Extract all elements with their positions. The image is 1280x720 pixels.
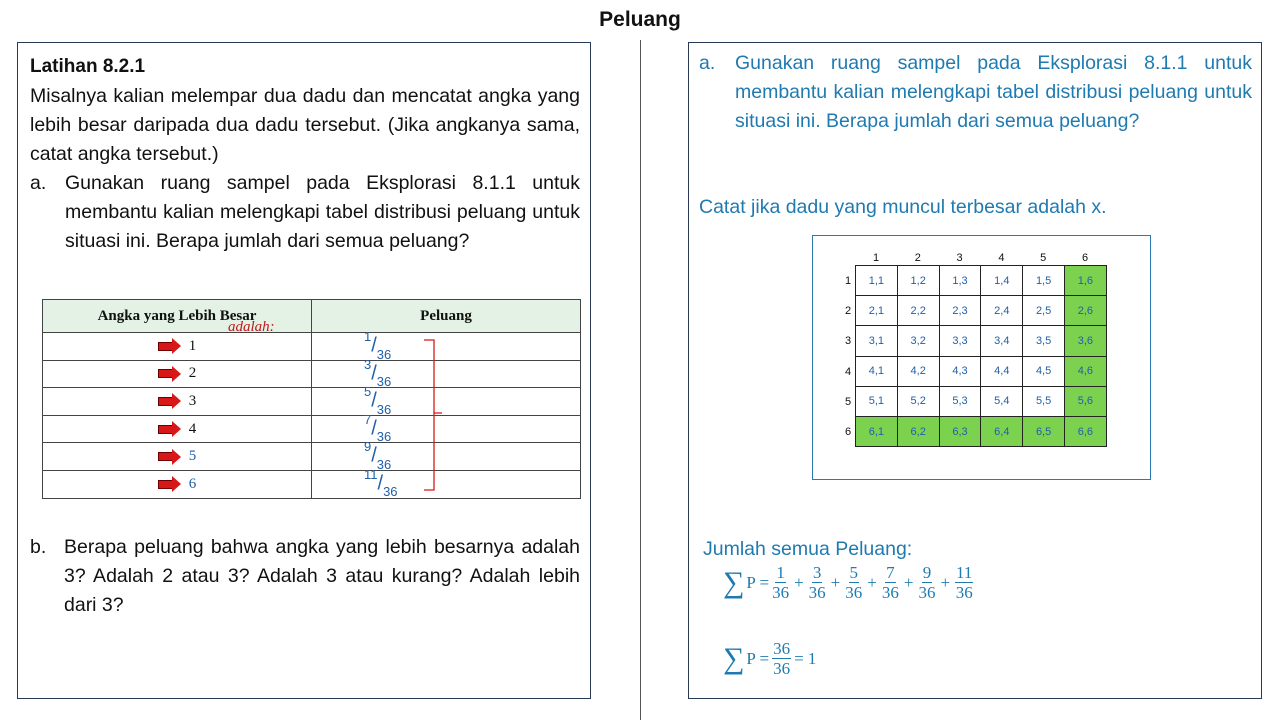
sum-equation-1: [723, 563, 976, 602]
grid-cell: 1,5: [1023, 266, 1065, 296]
grid-cell: 2,2: [897, 296, 939, 326]
larger-number-cell: [43, 333, 312, 361]
fraction-denominator: 36: [383, 484, 398, 500]
table-row: [43, 333, 581, 361]
fraction-denominator: 36: [376, 429, 392, 445]
grid-row-header: 3: [845, 335, 852, 348]
distribution-table: [42, 299, 581, 499]
plus-sign: +: [867, 572, 877, 592]
grid-cell: 5,5: [1023, 386, 1065, 416]
red-arrow-icon: [158, 449, 181, 465]
grid-cell: 1,2: [897, 266, 939, 296]
plus-sign: +: [903, 572, 914, 592]
grid-cell: 2,3: [939, 296, 981, 326]
grid-column-header: 3: [956, 252, 963, 264]
grid-cell: 4,1: [856, 356, 898, 386]
grid-cell: 3,3: [939, 326, 981, 356]
eq1-denominator: 36: [955, 583, 973, 602]
question-b-marker: b.: [30, 536, 47, 558]
fraction-numerator: 5: [364, 384, 372, 400]
question-a-marker: a.: [30, 172, 47, 194]
fraction-numerator: 9: [364, 439, 372, 455]
probability-fraction: $^9/_{36}$: [364, 439, 392, 472]
grid-cell: 4,6: [1064, 356, 1106, 386]
plus-sign: +: [830, 572, 841, 592]
probability-fraction: $^{11}/_{36}$: [364, 466, 398, 500]
grid-cell: 5,2: [897, 386, 939, 416]
eq1-fraction: [845, 563, 862, 602]
eq1-denominator: 36: [918, 583, 936, 602]
eq1-numerator: 5: [849, 563, 858, 582]
eq1-denominator: 36: [808, 583, 826, 602]
fraction-denominator: 36: [376, 456, 392, 472]
grid-cell: 5,6: [1064, 386, 1106, 416]
grid-cell: 3,4: [981, 326, 1023, 356]
eq1-denominator: 36: [881, 583, 899, 602]
grid-cell: 1,3: [939, 266, 981, 296]
larger-number-value: 5: [188, 448, 197, 465]
grid-cell: 3,2: [897, 326, 939, 356]
eq1-fraction: [772, 563, 789, 602]
grid-column-header: 1: [872, 252, 880, 264]
header-probability: Peluang: [312, 300, 581, 333]
grid-cell: 5,1: [856, 386, 898, 416]
grid-cell: 1,1: [856, 266, 898, 296]
table-row: [43, 360, 581, 388]
grid-cell: 2,1: [856, 296, 898, 326]
plus-sign: +: [940, 572, 951, 592]
grid-column-header: 4: [998, 252, 1005, 264]
eq1-fraction: [955, 563, 973, 602]
larger-number-cell: [43, 388, 312, 416]
eq2-denominator: 36: [773, 659, 791, 678]
eq1-numerator: 1: [776, 563, 785, 582]
larger-number-value: 2: [188, 365, 197, 382]
grid-cell: 3,6: [1064, 326, 1106, 356]
question-a-text: Gunakan ruang sampel pada Eksplorasi 8.1.1 untuk membantu kalian melengkapi tabel distribusi peluang untuk situasi ini. Berapa jumlah dari semua peluang?: [65, 172, 580, 252]
larger-number-cell: [43, 470, 312, 498]
red-arrow-icon: [158, 421, 181, 437]
grid-cell: 4,2: [897, 356, 939, 386]
grid-cell: 6,2: [897, 416, 939, 446]
table-row: [43, 388, 581, 416]
eq2-rhs: = 1: [794, 648, 817, 668]
grid-cell: 4,4: [981, 356, 1023, 386]
eq1-numerator: 11: [956, 563, 973, 582]
eq1-numerator: 9: [922, 563, 932, 582]
grid-row-header: 6: [845, 426, 852, 438]
red-arrow-icon: [158, 476, 181, 492]
eq2-numerator: 36: [773, 639, 791, 658]
handwritten-annotation: adalah:: [228, 319, 275, 335]
plus-sign: +: [794, 572, 804, 592]
grid-cell: 1,4: [981, 266, 1023, 296]
table-row: [43, 415, 581, 443]
grid-cell: 6,1: [856, 416, 898, 446]
grid-cell: 5,4: [981, 386, 1023, 416]
eq2-lhs: P =: [746, 648, 770, 668]
grid-cell: 1,6: [1064, 266, 1106, 296]
eq1-numerator: 3: [812, 563, 822, 582]
larger-number-cell: [43, 360, 312, 388]
grid-cell: 6,6: [1064, 416, 1106, 446]
probability-fraction: $^1/_{36}$: [364, 329, 392, 362]
fraction-denominator: 36: [376, 346, 392, 362]
eq1-numerator: 7: [886, 563, 895, 582]
fraction-denominator: 36: [376, 401, 392, 417]
question-b-text: Berapa peluang bahwa angka yang lebih besarnya adalah 3? Adalah 2 atau 3? Adalah 3 atau kurang? Adalah lebih dari 3?: [64, 536, 580, 616]
larger-number-value: 1: [188, 337, 197, 354]
question-a: [30, 169, 580, 256]
table-row: [43, 470, 581, 498]
header-larger-number: Angka yang Lebih Besar: [43, 300, 312, 333]
probability-fraction: $^3/_{36}$: [364, 356, 392, 390]
intro-text: Misalnya kalian melempar dua dadu dan mencatat angka yang lebih besar daripada dua dadu tersebut. (Jika angkanya sama, catat angka tersebut.): [30, 85, 580, 165]
grid-cell: 6,4: [981, 416, 1023, 446]
grid-cell: 4,5: [1023, 356, 1065, 386]
larger-number-cell: [43, 443, 312, 471]
bracket-annotation: [418, 338, 448, 498]
sum-equation-2: [723, 639, 816, 678]
question-b: [30, 533, 580, 620]
grid-cell: 3,5: [1023, 326, 1065, 356]
probability-fraction: $^7/_{36}$: [364, 411, 392, 445]
grid-cell: 5,3: [939, 386, 981, 416]
page-title: Peluang: [599, 8, 681, 31]
grid-cell: 4,3: [939, 356, 981, 386]
eq2-fraction: [772, 639, 791, 678]
sample-space-grid: [855, 265, 1107, 447]
grid-cell: 6,3: [939, 416, 981, 446]
red-arrow-icon: [158, 366, 181, 382]
sample-space-box: [812, 235, 1151, 480]
fraction-numerator: 7: [364, 411, 372, 427]
grid-cell: 6,5: [1023, 416, 1065, 446]
grid-row-header: 1: [845, 275, 852, 287]
larger-number-value: 4: [188, 420, 197, 437]
larger-number-cell: [43, 415, 312, 443]
larger-number-value: 6: [188, 475, 197, 492]
fraction-denominator: 36: [376, 374, 392, 390]
red-arrow-icon: [158, 338, 181, 354]
grid-row-header: 5: [845, 395, 852, 408]
grid-column-header: 2: [914, 252, 921, 264]
right-question-a-text: Gunakan ruang sampel pada Eksplorasi 8.1.1 untuk membantu kalian melengkapi tabel distribusi peluang untuk situasi ini. Berapa jumlah dari semua peluang?: [735, 52, 1252, 132]
eq1-lhs: P =: [746, 572, 770, 592]
grid-cell: 3,1: [856, 326, 898, 356]
eq1-denominator: 36: [845, 583, 863, 602]
eq1-denominator: 36: [772, 583, 790, 602]
eq1-fraction: [918, 563, 935, 602]
eq1-fraction: [882, 563, 899, 602]
fraction-numerator: 1: [364, 329, 372, 344]
grid-cell: 2,6: [1064, 296, 1106, 326]
grid-column-header: 6: [1081, 252, 1089, 264]
vertical-divider: [640, 40, 641, 720]
grid-cell: 2,4: [981, 296, 1023, 326]
grid-column-header: 5: [1040, 252, 1047, 264]
grid-row-header: 4: [845, 365, 852, 378]
probability-fraction: $^5/_{36}$: [364, 384, 392, 417]
larger-number-value: 3: [188, 392, 197, 409]
table-row: [43, 443, 581, 471]
sum-label: Jumlah semua Peluang:: [703, 538, 913, 560]
sigma-symbol: ∑: [723, 565, 745, 599]
fraction-numerator: 11: [364, 466, 378, 482]
sigma-symbol: ∑: [723, 641, 745, 675]
right-question-a: [699, 49, 1252, 136]
fraction-numerator: 3: [364, 356, 372, 372]
note-text: Catat jika dadu yang muncul terbesar adalah x.: [699, 196, 1107, 218]
left-panel: [17, 42, 591, 699]
grid-cell: 2,5: [1023, 296, 1065, 326]
right-panel: [688, 42, 1262, 699]
grid-row-header: 2: [845, 305, 852, 318]
red-arrow-icon: [158, 393, 181, 409]
eq1-fraction: [809, 563, 826, 602]
right-question-a-marker: a.: [699, 52, 716, 74]
exercise-heading: Latihan 8.2.1: [30, 56, 146, 77]
